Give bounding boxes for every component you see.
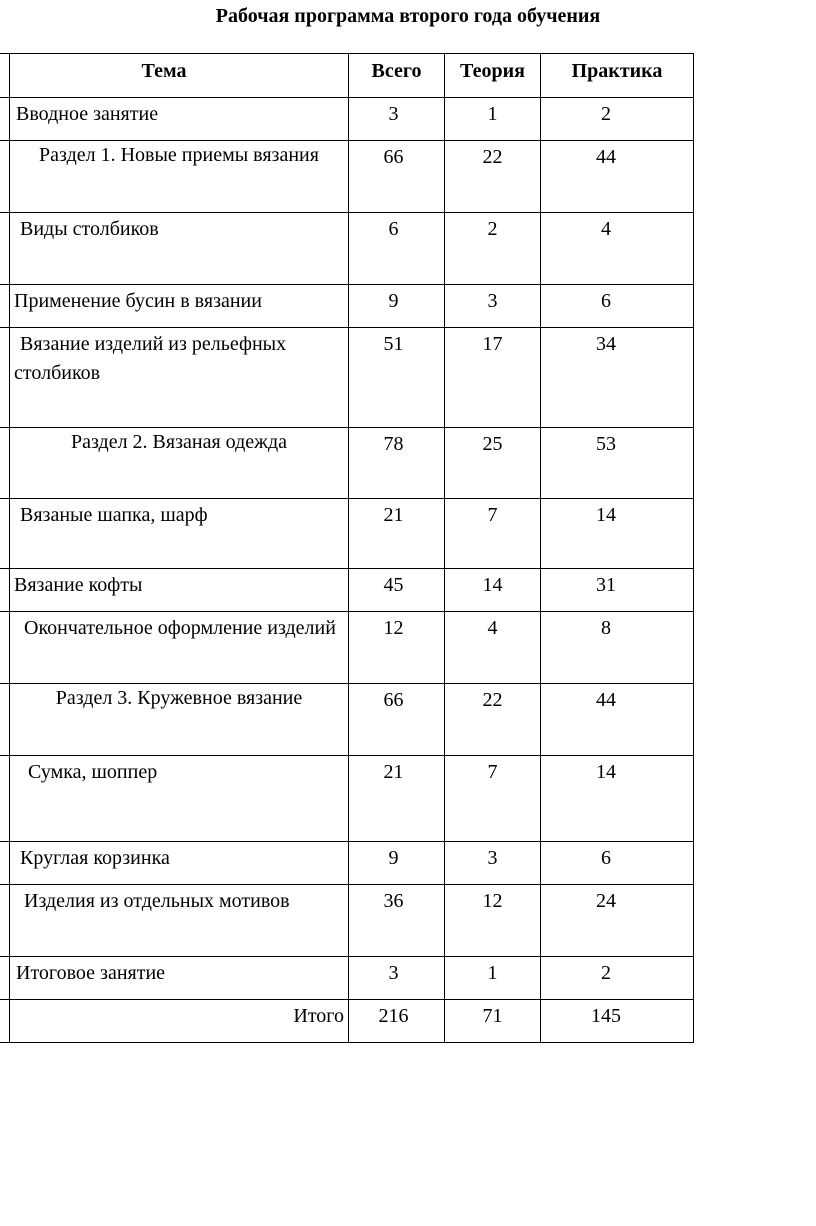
number-cell [0, 612, 10, 684]
header-practice: Практика [541, 54, 694, 98]
number-cell [0, 213, 10, 285]
topic-cell: Вязание изделий из рельефных столбиков [10, 328, 349, 428]
total-cell: 45 [349, 569, 445, 612]
practice-cell: 14 [541, 756, 694, 842]
theory-cell: 7 [445, 499, 541, 569]
topic-cell: Изделия из отдельных мотивов [10, 885, 349, 957]
table-row [0, 98, 694, 141]
number-cell [0, 141, 10, 213]
section-title-cell: Раздел 3. Кружевное вязание [10, 684, 349, 756]
number-cell [0, 499, 10, 569]
theory-cell: 12 [445, 885, 541, 957]
document-title: Рабочая программа второго года обучения [215, 5, 601, 27]
theory-cell: 25 [445, 428, 541, 499]
total-cell: 21 [349, 756, 445, 842]
theory-cell: 14 [445, 569, 541, 612]
header-row [0, 54, 694, 98]
topic-cell: Вязание кофты [10, 569, 349, 612]
theory-cell: 1 [445, 98, 541, 141]
section-row [0, 141, 694, 213]
practice-cell: 31 [541, 569, 694, 612]
program-table [0, 53, 694, 1043]
practice-cell: 6 [541, 842, 694, 885]
number-cell [0, 569, 10, 612]
total-cell: 78 [349, 428, 445, 499]
practice-cell: 24 [541, 885, 694, 957]
summary-practice: 145 [541, 1000, 694, 1043]
topic-cell: Круглая корзинка [10, 842, 349, 885]
theory-cell: 1 [445, 957, 541, 1000]
summary-label: Итого [10, 1000, 349, 1043]
theory-cell: 2 [445, 213, 541, 285]
topic-cell: Итоговое занятие [10, 957, 349, 1000]
topic-cell: Сумка, шоппер [10, 756, 349, 842]
practice-cell: 14 [541, 499, 694, 569]
topic-cell: Вязаные шапка, шарф [10, 499, 349, 569]
table-row [0, 957, 694, 1000]
number-cell [0, 328, 10, 428]
total-cell: 6 [349, 213, 445, 285]
total-cell: 36 [349, 885, 445, 957]
total-cell: 66 [349, 684, 445, 756]
practice-cell: 2 [541, 957, 694, 1000]
topic-cell: Вводное занятие [10, 98, 349, 141]
topic-cell: Окончательное оформление изделий [10, 612, 349, 684]
section-row [0, 428, 694, 499]
number-cell [0, 54, 10, 98]
table-row [0, 499, 694, 569]
header-theory: Теория [445, 54, 541, 98]
total-cell: 66 [349, 141, 445, 213]
section-title-cell: Раздел 2. Вязаная одежда [10, 428, 349, 499]
header-topic: Тема [10, 54, 349, 98]
summary-row [0, 1000, 694, 1043]
theory-cell: 3 [445, 285, 541, 328]
table-row [0, 213, 694, 285]
total-cell: 51 [349, 328, 445, 428]
practice-cell: 44 [541, 684, 694, 756]
practice-cell: 53 [541, 428, 694, 499]
number-cell [0, 98, 10, 141]
total-cell: 21 [349, 499, 445, 569]
number-cell [0, 957, 10, 1000]
table-row [0, 885, 694, 957]
table-row [0, 756, 694, 842]
theory-cell: 22 [445, 684, 541, 756]
section-row [0, 684, 694, 756]
number-cell [0, 1000, 10, 1043]
summary-theory: 71 [445, 1000, 541, 1043]
practice-cell: 2 [541, 98, 694, 141]
practice-cell: 4 [541, 213, 694, 285]
table-row [0, 328, 694, 428]
table-row [0, 569, 694, 612]
summary-total: 216 [349, 1000, 445, 1043]
table-row [0, 612, 694, 684]
number-cell [0, 428, 10, 499]
number-cell [0, 842, 10, 885]
total-cell: 9 [349, 842, 445, 885]
number-cell [0, 684, 10, 756]
theory-cell: 17 [445, 328, 541, 428]
total-cell: 3 [349, 957, 445, 1000]
practice-cell: 8 [541, 612, 694, 684]
topic-cell: Применение бусин в вязании [10, 285, 349, 328]
theory-cell: 7 [445, 756, 541, 842]
total-cell: 9 [349, 285, 445, 328]
table-row [0, 842, 694, 885]
section-title-cell: Раздел 1. Новые приемы вязания [10, 141, 349, 213]
header-total: Всего [349, 54, 445, 98]
topic-cell: Виды столбиков [10, 213, 349, 285]
practice-cell: 6 [541, 285, 694, 328]
number-cell [0, 756, 10, 842]
practice-cell: 34 [541, 328, 694, 428]
number-cell [0, 285, 10, 328]
number-cell [0, 885, 10, 957]
practice-cell: 44 [541, 141, 694, 213]
table-row [0, 285, 694, 328]
theory-cell: 4 [445, 612, 541, 684]
theory-cell: 22 [445, 141, 541, 213]
total-cell: 3 [349, 98, 445, 141]
theory-cell: 3 [445, 842, 541, 885]
total-cell: 12 [349, 612, 445, 684]
